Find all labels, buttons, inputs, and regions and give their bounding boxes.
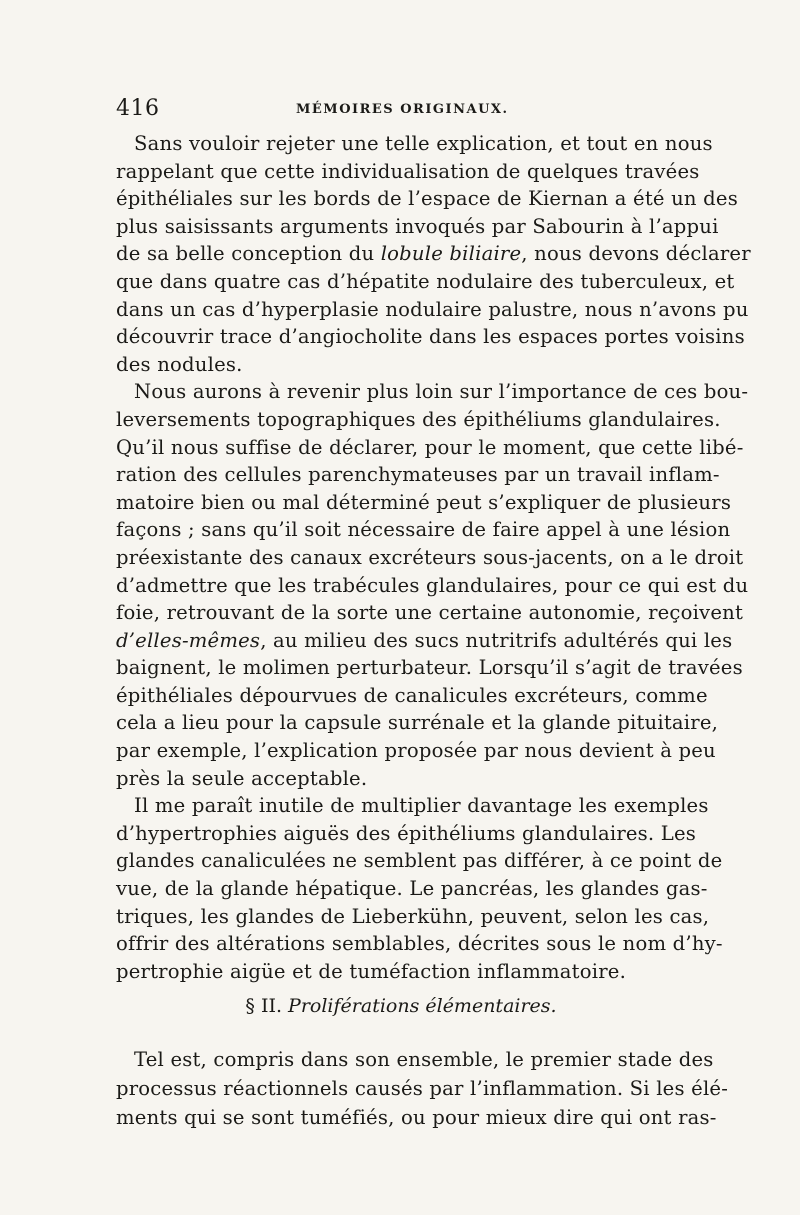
text-line: leversements topographiques des épithéliums glandulaires. [116,407,721,431]
text-line: Sans vouloir rejeter une telle explication, et tout en nous [134,132,713,155]
text-line: façons ; sans qu’il soit nécessaire de faire appel à une lésion [116,518,731,542]
text-line: triques, les glandes de Lieberkühn, peuvent, selon les cas, [116,904,710,928]
text-line: ration des cellules parenchymateuses par un travail inflam- [116,463,720,487]
text-run: , au milieu des sucs nutritrifs adultérés qui les [260,628,733,652]
text-line: ments qui se sont tuméfiés, ou pour mieux dire qui ont ras- [116,1106,717,1129]
text-line: préexistante des canaux excréteurs sous-jacents, on a le droit [116,545,744,569]
paragraph-4 [116,1045,729,1132]
text-line: des nodules. [116,352,243,376]
text-line: d’hypertrophies aiguës des épithéliums glandulaires. Les [116,821,697,845]
italic-term: lobule biliaire [380,242,522,266]
text-line: processus réactionnels causés par l’inflammation. Si les élé- [116,1077,729,1100]
page-number: 416 [116,96,160,121]
section-number: § II. [245,995,282,1017]
paragraph-3 [116,792,723,985]
text-line: rappelant que cette individualisation de quelques travées [116,159,700,183]
text-line: foie, retrouvant de la sorte une certaine autonomie, reçoivent [116,601,744,625]
text-line: plus saisissants arguments invoqués par Sabourin à l’appui [116,214,719,238]
text-line: dans un cas d’hyperplasie nodulaire palustre, nous n’avons pu [116,297,749,321]
text-line: offrir des altérations semblables, décrites sous le nom d’hy- [116,932,723,956]
text-line: matoire bien ou mal déterminé peut s’expliquer de plusieurs [116,490,732,514]
section-heading [116,995,686,1017]
text-line: pertrophie aigüe et de tuméfaction inflammatoire. [116,959,627,983]
page-header [116,96,686,122]
body-text [116,130,751,985]
text-run: de sa belle conception du [116,242,375,266]
text-line: près la seule acceptable. [116,766,368,790]
text-line: épithéliales sur les bords de l’espace de Kiernan a été un des [116,187,738,211]
text-line: d’admettre que les trabécules glandulaires, pour ce qui est du [116,573,749,597]
paragraph-2 [116,378,749,792]
text-line: épithéliales dépourvues de canalicules excréteurs, comme [116,683,708,707]
text-run: , nous devons déclarer [521,242,751,266]
text-line: que dans quatre cas d’hépatite nodulaire des tuberculeux, et [116,269,735,293]
text-line: cela a lieu pour la capsule surrénale et la glande pituitaire, [116,711,719,735]
text-line: Qu’il nous suffise de déclarer, pour le moment, que cette libé- [116,435,744,459]
text-line: par exemple, l’explication proposée par nous devient à peu [116,739,716,763]
italic-term: d’elles-mêmes [116,628,261,652]
text-line: découvrir trace d’angiocholite dans les espaces portes voisins [116,325,745,349]
text-line [116,240,751,268]
text-line: baignent, le molimen perturbateur. Lorsqu’il s’agit de travées [116,656,743,680]
section-title: Proliférations élémentaires. [288,995,557,1017]
text-line: Tel est, compris dans son ensemble, le premier stade des [134,1048,714,1071]
paragraph-1 [116,130,751,378]
text-line: Nous aurons à revenir plus loin sur l’importance de ces bou- [134,380,749,404]
text-line: Il me paraît inutile de multiplier davantage les exemples [134,794,709,818]
text-line: vue, de la glande hépatique. Le pancréas, les glandes gas- [116,877,708,901]
text-line [116,627,733,655]
running-title: MÉMOIRES ORIGINAUX. [296,102,509,117]
text-line: glandes canaliculées ne semblent pas différer, à ce point de [116,849,723,873]
